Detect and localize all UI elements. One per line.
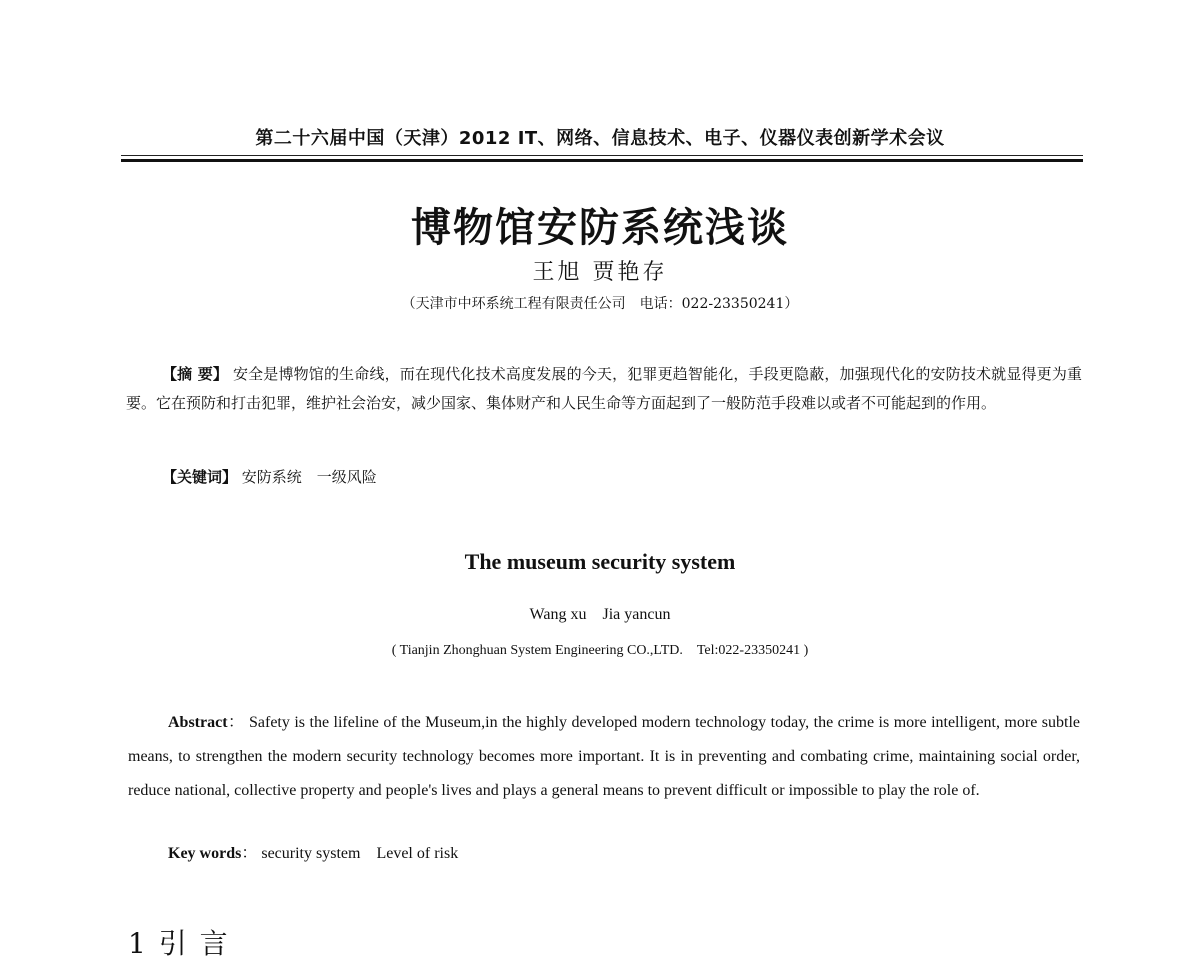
abstract-cn [126, 360, 1082, 418]
keywords-en-text: security system Level of risk [261, 845, 459, 862]
abstract-cn-text: 安全是博物馆的生命线，而在现代化技术高度发展的今天，犯罪更趋智能化，手段更隐蔽，加强现代化的安防技术就显得更为重要。它在预防和打击犯罪，维护社会治安，减少国家、集体财产和人民生命等方面起到了一般防范手段难以或者不可能起到的作用。 [126, 365, 1082, 412]
abstract-en-label: Abstract [168, 714, 228, 731]
abstract-en-separator: ： [227, 714, 245, 731]
paper-title-cn: 博物馆安防系统浅谈 [411, 205, 789, 251]
header-rule-thin [121, 155, 1083, 156]
keywords-en-label: Key words [168, 845, 242, 862]
affiliation-en: ( Tianjin Zhonghuan System Engineering CO.,LTD. Tel:022-23350241 ) [391, 643, 809, 658]
authors-en: Wang xu Jia yancun [529, 606, 671, 623]
affiliation-cn: （天津市中环系统工程有限责任公司 电话：022-23350241） [401, 296, 799, 312]
keywords-cn [126, 466, 1082, 488]
abstract-cn-label: 【摘 要】 [162, 365, 229, 383]
authors-cn: 王旭 贾艳存 [532, 260, 668, 285]
keywords-cn-text: 安防系统 一级风险 [241, 468, 377, 486]
section-heading-introduction: 1 引 言 [128, 927, 230, 960]
conference-header: 第二十六届中国（天津）2012 IT、网络、信息技术、电子、仪器仪表创新学术会议 [255, 128, 945, 149]
abstract-en-text: Safety is the lifeline of the Museum,in the highly developed modern technology today, the crime is more intelligent, more subtle means, to strengthen the modern security technology becomes more important. It is in preventing and combating crime, maintaining social order, reduce national, collective property and people's lives and plays a general means to prevent difficult or impossible to play the role of. [128, 714, 1080, 799]
abstract-en [128, 706, 1080, 808]
header-rule-thick [121, 159, 1083, 162]
keywords-en-separator: ： [241, 845, 258, 862]
keywords-cn-label: 【关键词】 [162, 468, 238, 486]
keywords-en [128, 840, 1080, 863]
paper-title-en: The museum security system [464, 549, 736, 574]
